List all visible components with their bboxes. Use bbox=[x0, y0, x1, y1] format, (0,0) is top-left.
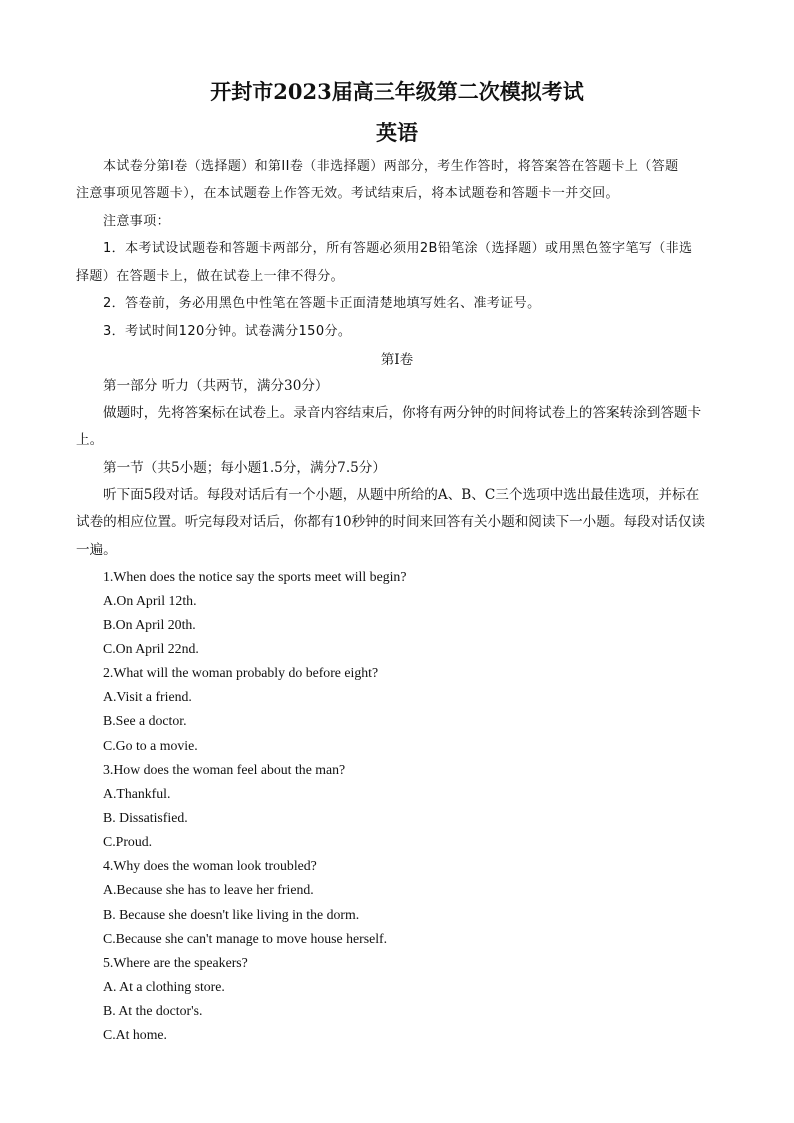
question-5: 5.Where are the speakers? bbox=[103, 955, 248, 970]
note-1-line-1: 1．本考试设试题卷和答题卡两部分，所有答题必须用2B铅笔涂（选择题）或用黑色签字笔写（非选 bbox=[103, 241, 693, 256]
question-1-option-b: B.On April 20th. bbox=[103, 617, 196, 632]
question-4-option-c: C.Because she can't manage to move house herself. bbox=[103, 931, 388, 946]
question-5-option-b: B. At the doctor's. bbox=[103, 1003, 203, 1018]
section-1-desc-line-3: 一遍。 bbox=[76, 542, 117, 558]
exam-title: 开封市2023届高三年级第二次模拟考试 bbox=[210, 79, 584, 104]
question-3: 3.How does the woman feel about the man? bbox=[103, 762, 346, 777]
intro-line-1: 本试卷分第Ⅰ卷（选择题）和第ⅠⅠ卷（非选择题）两部分，考生作答时，将答案答在答题卡上（答题 bbox=[103, 159, 679, 174]
intro-line-2: 注意事项见答题卡），在本试题卷上作答无效。考试结束后，将本试题卷和答题卡一并交回。 bbox=[76, 186, 619, 201]
part-1-desc-line-1: 做题时，先将答案标在试卷上。录音内容结束后，你将有两分钟的时间将试卷上的答案转涂到答题卡 bbox=[103, 405, 702, 421]
part-1-desc-line-2: 上。 bbox=[76, 432, 104, 448]
question-4-option-b: B. Because she doesn't like living in the dorm. bbox=[103, 907, 360, 922]
question-3-option-a: A.Thankful. bbox=[103, 786, 171, 801]
subject-title: 英语 bbox=[376, 120, 418, 145]
question-3-option-c: C.Proud. bbox=[103, 834, 153, 849]
note-1-line-2: 择题）在答题卡上，做在试卷上一律不得分。 bbox=[76, 269, 345, 284]
part-1-heading: 第一部分 听力（共两节，满分30分） bbox=[103, 378, 329, 394]
question-2: 2.What will the woman probably do before eight? bbox=[103, 665, 379, 680]
note-2: 2．答卷前，务必用黑色中性笔在答题卡正面清楚地填写姓名、准考证号。 bbox=[103, 296, 541, 311]
question-1-option-c: C.On April 22nd. bbox=[103, 641, 199, 656]
note-3: 3．考试时间120分钟。试卷满分150分。 bbox=[103, 324, 352, 339]
section-1-heading: 第一节（共5小题；每小题1.5分，满分7.5分） bbox=[103, 460, 386, 476]
question-1: 1.When does the notice say the sports meet will begin? bbox=[103, 569, 407, 584]
question-3-option-b: B. Dissatisfied. bbox=[103, 810, 188, 825]
question-1-option-a: A.On April 12th. bbox=[103, 593, 197, 608]
question-5-option-a: A. At a clothing store. bbox=[103, 979, 225, 994]
question-4-option-a: A.Because she has to leave her friend. bbox=[103, 882, 314, 897]
question-5-option-c: C.At home. bbox=[103, 1027, 167, 1042]
question-2-option-c: C.Go to a movie. bbox=[103, 738, 198, 753]
section-1-desc-line-2: 试卷的相应位置。听完每段对话后，你都有10秒钟的时间来回答有关小题和阅读下一小题。每段对话仅读 bbox=[76, 514, 706, 530]
question-4: 4.Why does the woman look troubled? bbox=[103, 858, 317, 873]
question-2-option-b: B.See a doctor. bbox=[103, 713, 187, 728]
volume-heading: 第Ⅰ卷 bbox=[380, 352, 414, 368]
notes-heading: 注意事项： bbox=[103, 214, 171, 229]
section-1-desc-line-1: 听下面5段对话。每段对话后有一个小题，从题中所给的A、B、C三个选项中选出最佳选项，并标在 bbox=[103, 487, 700, 503]
question-2-option-a: A.Visit a friend. bbox=[103, 689, 192, 704]
